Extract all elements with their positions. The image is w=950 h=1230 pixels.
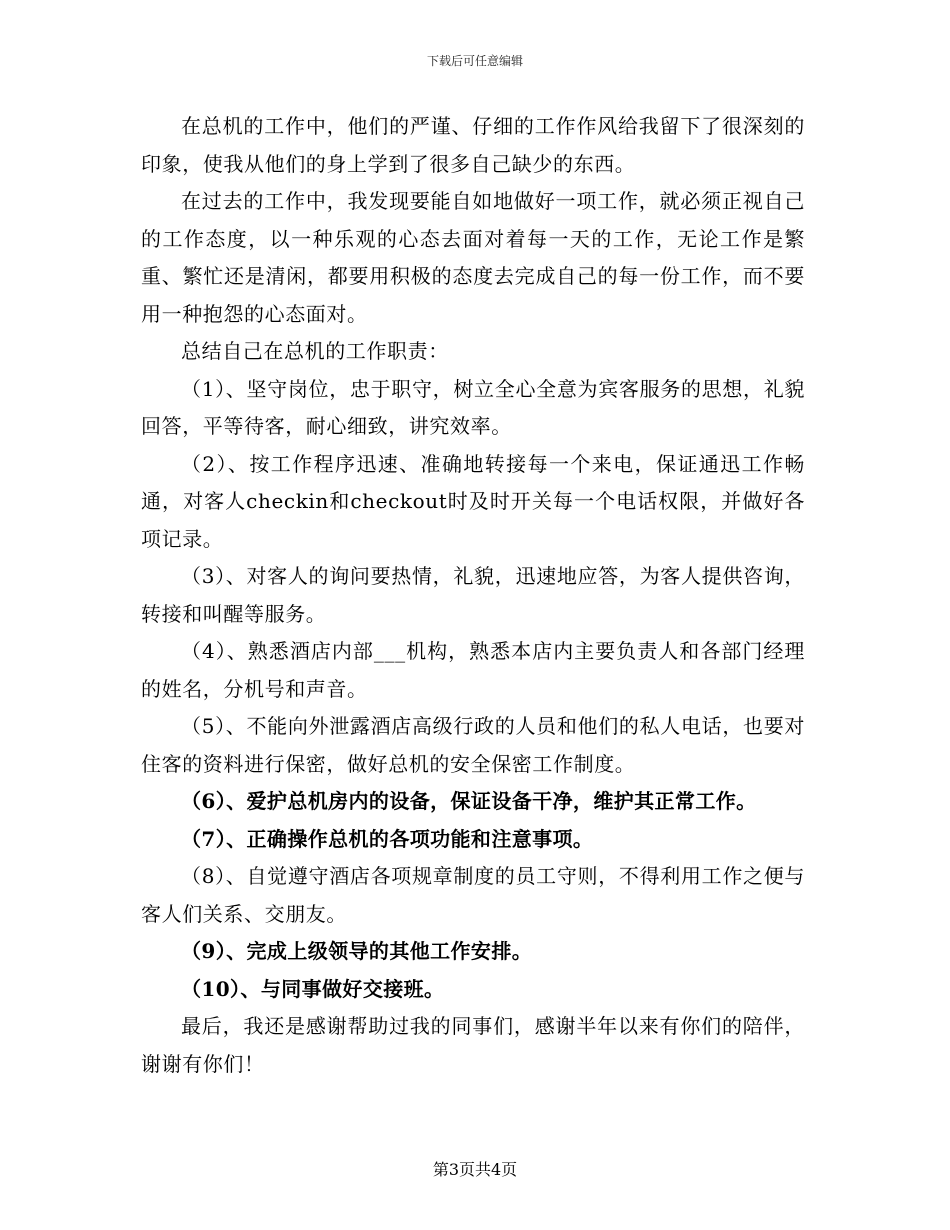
duty-item-7: （7）、正确操作总机的各项功能和注意事项。 [181, 826, 594, 851]
duty-item-8: （8）、自觉遵守酒店各项规章制度的员工守则，不得利用工作之便与客人们关系、交朋友。 [141, 864, 805, 926]
paragraph-3: 总结自己在总机的工作职责： [181, 339, 449, 363]
paragraph-1: 在总机的工作中，他们的严谨、仔细的工作作风给我留下了很深刻的印象，使我从他们的身上学到了很多自己缺少的东西。 [141, 114, 805, 176]
page-footer: 第3页共4页 [432, 1160, 518, 1179]
duty-item-3: （3）、对客人的询问要热情，礼貌，迅速地应答，为客人提供咨询，转接和叫醒等服务。 [141, 564, 805, 626]
page-header: 下载后可任意编辑 [426, 54, 523, 68]
duty-item-6: （6）、爱护总机房内的设备，保证设备干净，维护其正常工作。 [181, 789, 757, 813]
duty-item-10: （10）、与同事做好交接班。 [181, 976, 445, 1001]
duty-item-9: （9）、完成上级领导的其他工作安排。 [181, 939, 533, 963]
document-body [141, 108, 805, 1083]
duty-item-5: （5）、不能向外泄露酒店高级行政的人员和他们的私人电话，也要对住客的资料进行保密，做好总机的安全保密工作制度。 [141, 714, 805, 776]
paragraph-2: 在过去的工作中，我发现要能自如地做好一项工作，就必须正视自己的工作态度，以一种乐观的心态去面对着每一天的工作，无论工作是繁重、繁忙还是清闲，都要用积极的态度去完成自己的每一份工作，而不要用一种抱怨的心态面对。 [141, 189, 805, 326]
duty-item-1: （1）、坚守岗位，忠于职守，树立全心全意为宾客服务的思想，礼貌回答，平等待客，耐心细致，讲究效率。 [141, 376, 805, 438]
duty-item-2: （2）、按工作程序迅速、准确地转接每一个来电，保证通迅工作畅通，对客人checkin和checkout时及时开关每一个电话权限，并做好各项记录。 [141, 451, 805, 551]
duty-item-4: （4）、熟悉酒店内部___机构，熟悉本店内主要负责人和各部门经理的姓名，分机号和声音。 [141, 639, 805, 701]
closing-paragraph: 最后，我还是感谢帮助过我的同事们，感谢半年以来有你们的陪伴，谢谢有你们！ [141, 1014, 805, 1076]
